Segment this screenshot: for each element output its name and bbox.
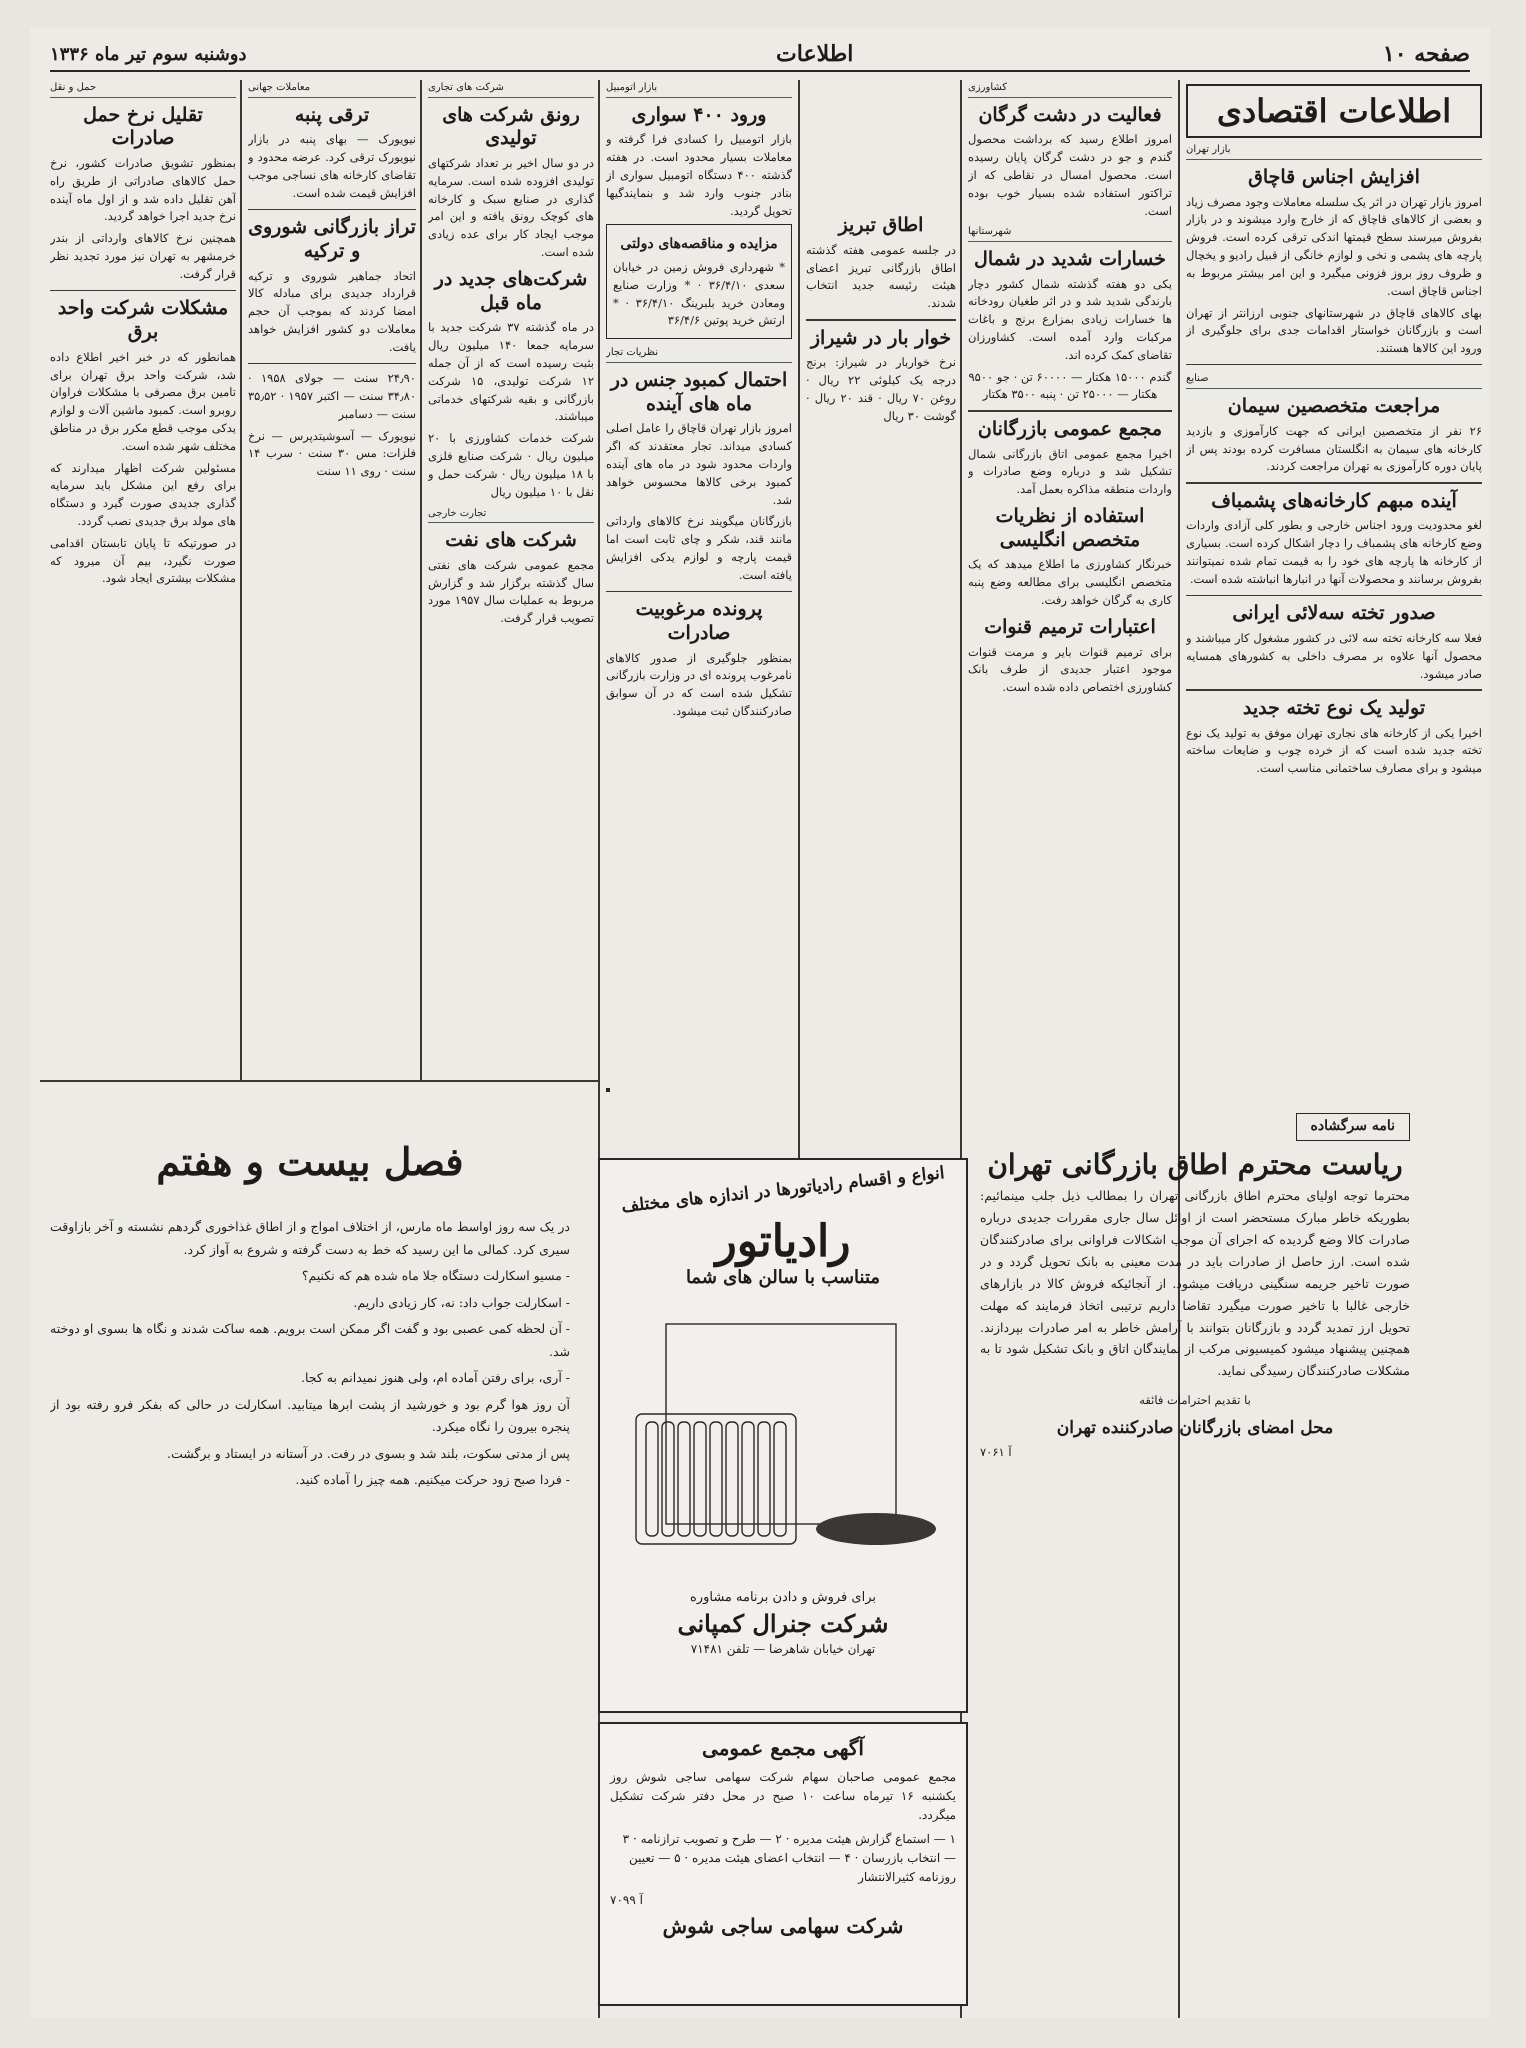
letter-ref: آ ۷۰۶۱ [980,1445,1012,1460]
radiator-illustration [596,1294,966,1584]
divider [248,209,416,211]
headline-cars: ورود ۴۰۰ سواری [631,103,767,126]
headline-shortage: احتمال کمبود جنس در ماه های آینده [610,368,788,415]
cat-silhouette [816,1513,936,1545]
article-text: مسئولین شرکت اظهار میدارند که برای رفع این مشکل باید سرمایه گذاری جدیدی صورت گیرد و دستگاه های مولد برق جدیدی نصب گردد. [50,460,236,528]
issue-date: دوشنبه سوم تیر ماه ۱۳۳۶ [50,43,247,65]
provinces-column [806,208,956,1038]
article-text: یکی دو هفته گذشته شمال کشور دچار بارندگی شدید شد و در اثر طغیان رودخانه ها خسارات زیادی بمزارع برنج و باغات مرکبات وارد آمده است. کشاورزان تقاضای کمک کرده اند. [968,276,1172,362]
headline-gorgan: فعالیت در دشت گرگان [978,103,1162,126]
article-text: بمنظور تشویق صادرات کشور، نرخ حمل کالاهای صادراتی از طریق راه آهن تقلیل داده شد و از اول ماه آینده نرخ جدید اجرا خواهد گردید. [50,156,236,224]
divider [248,363,416,365]
article-text: بهای کالاهای قاچاق در شهرستانهای جنوبی ارزانتر از تهران است و بازرگانان خواستار اقدامات جدی برای جلوگیری از ورود این کالاها هستند. [1186,305,1482,356]
ad-sell-line: برای فروش و دادن برنامه مشاوره [690,1590,876,1605]
headline-export-quality: پرونده مرغوبیت صادرات [635,598,763,644]
newspaper-name: اطلاعات [776,41,854,67]
article-text: همچنین نرخ کالاهای وارداتی از بندر خرمشهر به تهران نیز مورد تجدید نظر قرار گرفت. [50,231,236,281]
letter-body: محترما توجه اولیای محترم اطاق بازرگانی تهران را بمطالب ذیل جلب مینمائیم: بطوریکه خاطر مبارک مستحضر است از اوائل سال جاری مقررات جدیدی درباره صادرات کالا وضع گردیده که اجرای آن موجب اشکالات فراوانی برای صادرکنندگان شده است. ارز حاصل از صادرات باید در مدت معینی به بانک تحویل گردد و در صورت تاخیر جریمه سنگینی دریافت میشود. از آنجائیکه فروش کالا در بازارهای خارجی غالبا با تاخیر صورت میگیرد تقاضا داریم ترتیبی اتخاذ فرمایند که مهلت تحویل ارز تمدید گردد و بازرگانان بتوانند با آرامش خاطر به امر صادرات بپردازند. همچنین پیشنهاد میشود کمیسیونی مرکب از نمایندگان اتاق و بانک تشکیل شود تا به مشکلات صادرکنندگان رسیدگی نماید. [980,1188,1410,1379]
notice-body: مجمع عمومی صاحبان سهام شرکت سهامی ساجی شوش روز یکشنبه ۱۶ تیرماه ساعت ۱۰ صبح در محل دفتر شرکت تشکیل میگردد. [610,1770,957,1823]
divider [1186,364,1482,366]
open-letter [980,1108,1410,2028]
headline-qanat-credits: اعتبارات ترمیم قنوات [984,615,1156,638]
ad-address: تهران خیابان شاهرضا — تلفن ۷۱۴۸۱ [690,1642,876,1656]
article-text: بازرگانان میگویند نرخ کالاهای وارداتی مانند قند، شکر و چای ثابت است اما قیمت پارچه و لوازم یدکی افزایش یافته است. [606,514,792,582]
ad-top-line: انواع و اقسام رادیاتورها در اندازه های مختلف [620,1163,946,1217]
tag-world-trade: معاملات جهانی [248,80,416,98]
tag-trading-companies: شرکت های تجاری [428,80,594,98]
story-paragraph: - اسکارلت جواب داد: نه، کار زیادی داریم. [353,1294,570,1310]
letter-signature: محل امضای بازرگانان صادرکننده تهران [1056,1417,1334,1438]
headline-wool-factories: آینده مبهم کارخانه‌های پشمباف [1211,489,1457,512]
article-text: برای ترمیم قنوات بایر و مرمت قنوات موجود اعتبار جدیدی از طرف بانک کشاورزی اختصاص داده شده است. [968,644,1172,695]
ad-brand: رادیاتور [715,1216,851,1267]
company-list: شرکت خدمات کشاورزی با ۲۰ میلیون ریال · شرکت صنایع فلزی با ۱۸ میلیون ریال · شرکت حمل و نقل با ۱۰ میلیون ریال [428,431,594,499]
radiator-fins [646,1422,786,1536]
cotton-prices: ۲۴٫۹۰ سنت — جولای ۱۹۵۸ · ۳۴٫۸۰ سنت — اکتبر ۱۹۵۷ · ۳۵٫۵۲ سنت — دسامبر [248,371,416,421]
transport-column [50,80,236,1070]
headline-cement-experts: مراجعت متخصصین سیمان [1227,394,1441,417]
divider [1186,482,1482,484]
headline-ussr-turkey: تراز بازرگانی شوروی و ترکیه [248,216,416,262]
headline-production-boom: رونق شرکت های تولیدی [442,103,580,150]
article-text: امروز اطلاع رسید که برداشت محصول گندم و جو در دشت گرگان پایان رسیده است. محصول امسال در نقاطی که از تراکتور استفاده شده بسیار خوب بوده است. [968,132,1172,218]
tender-list: * شهرداری فروش زمین در خیابان سعدی ۳۶/۴/۱۰ · * وزارت صنایع ومعادن خرید بلبرینگ ۳۶/۴/۱۰ · * ارتش خرید پوتین ۳۶/۴/۶ [613,260,786,328]
chapter-title: فصل بیست و هفتم [156,1139,464,1184]
article-text: در دو سال اخیر بر تعداد شرکتهای تولیدی افزوده شده است. سرمایه گذاری در صنایع سبک و کارخانه های کوچک رونق یافته و این امر موجب ایجاد کار برای عده زیادی شده است. [428,156,594,260]
tag-foreign-trade: تجارت خارجی [428,506,594,524]
ad-company: شرکت جنرال کمپانی [677,1609,889,1638]
tag-car-market: بازار اتومبیل [606,80,792,98]
notice-company: شرکت سهامی ساجی شوش [662,1914,904,1939]
divider [1186,595,1482,597]
notice-ref: آ ۷۰۹۹ [610,1893,643,1908]
headline-tabriz: اطاق تبریز [838,214,924,236]
tag-merchants-views: نظریات تجار [606,345,792,363]
tag-industry: صنایع [1186,371,1482,389]
article-text: اتحاد جماهیر شوروی و ترکیه قرارداد جدیدی برای مبادله کالا امضا کردند که بموجب آن حجم معاملات دو کشور افزایش خواهد یافت. [248,268,416,354]
world-trade-column [248,80,416,1070]
agriculture-column [968,80,1172,1140]
story-paragraph: - آن لحظه کمی عصبی بود و گفت اگر ممکن است برویم. همه ساکت شدند و نگاه ها بسوی او دوخته شد. [50,1321,570,1359]
article-text: در صورتیکه تا پایان تابستان اقدامی صورت نگیرد، بیم آن میرود که مشکلات بیشتری ایجاد شود. [50,535,236,586]
story-paragraph: در یک سه روز اواسط ماه مارس، از اختلاف امواج و از اطاق غذاخوری گردهم نشسته و آخر بازاوقت سیری کرد. کمالی ما این رسید که خط به دست گرفته و شروع به آواز کرد. [50,1219,570,1257]
section-rule [40,1080,598,1082]
article-text: اخیرا مجمع عمومی اتاق بازرگانی شمال تشکیل شد و درباره وضع صادرات و واردات منطقه مذاکره بعمل آمد. [968,446,1172,497]
article-text: همانطور که در خبر اخیر اطلاع داده شد، شرکت واحد برق تهران برای تامین برق مصرفی با مشکلات فراوان روبرو است. کمبود ماشین آلات و لوازم یدکی موجب قطع مکرر برق در مناطق مختلف شهر شده است. [50,349,236,453]
divider [1186,689,1482,691]
ad-subline: متناسب با سالن های شما [685,1267,881,1288]
page-header [50,38,1470,72]
divider [50,290,236,292]
notice-title: آگهی مجمع عمومی [702,1736,864,1760]
headline-merchants-assembly: مجمع عمومی بازرگانان [977,417,1163,440]
page-number: صفحه ۱۰ [1382,41,1470,67]
headline-freight-cut: تقلیل نرخ حمل صادرات [83,103,203,150]
story-paragraph: - آری، برای رفتن آماده ام، ولی هنوز نمیدانم به کجا. [301,1370,570,1386]
divider [806,319,956,321]
headline-plywood-export: صدور تخته سه‌لائی ایرانی [1232,602,1436,625]
letter-salutation: با تقدیم احترامات فائقه [1139,1393,1251,1408]
headline-cotton: ترقی پنبه [294,103,370,126]
article-text: امروز بازار تهران در اثر یک سلسله معاملات وجود مصرف زیاد و بعضی از کالاهای قاچاق که از خارج وارد میشوند و در بازار بفروش میرسند سطح قیمتها اندکی ترقی کرده است. فروش پارچه های پشمی و نخی و لوازم خانگی از قبیل رادیو و یخچال و ظروف روز بروز فزونی میگیرد و این امر بیشتر مربوط به اجناس قاچاق است. [1186,194,1482,298]
headline-power-company: مشکلات شرکت واحد برق [57,297,229,343]
letter-label: نامه سرگشاده [1296,1113,1411,1141]
tag-tehran-market: بازار تهران [1186,142,1482,160]
headline-new-board: تولید یک نوع تخته جدید [1242,696,1426,719]
headline-new-companies: شرکت‌های جدید در ماه قبل [434,267,588,314]
crop-figures: گندم ۱۵۰۰۰ هکتار — ۶۰۰۰۰ تن · جو ۹۵۰۰ هکتار — ۲۵۰۰۰ تن · پنبه ۳۵۰۰ هکتار [968,369,1172,402]
article-text: امروز بازار تهران قاچاق را عامل اصلی کسادی میداند. تجار معتقدند که اگر واردات محدود شود در ماه های آینده کمبود برخی کالاها محسوس خواهد شد. [606,421,792,507]
article-text: نیویورک — بهای پنبه در بازار نیویورک ترقی کرد. عرضه محدود و تقاضای کارخانه های نساجی موجب افزایش قیمت شده است. [248,132,416,200]
divider [606,591,792,593]
tag-agriculture: کشاورزی [968,80,1172,98]
column-rule [240,80,242,1080]
divider [968,410,1172,412]
tag-provinces: شهرستانها [968,224,1172,242]
article-text: بازار اتومبیل را کسادی فرا گرفته و معاملات بسیار محدود است. در هفته گذشته ۴۰۰ دستگاه اتومبیل سواری از بنادر جنوب وارد شد و بنمایندگیها تحویل گردید. [606,132,792,218]
headline-shiraz: خوار بار در شیراز [810,326,952,349]
meeting-notice [598,1722,968,2006]
article-text: در ماه گذشته ۳۷ شرکت جدید با سرمایه جمعا ۱۴۰ میلیون ریال بثبت رسیده است که از آن جمله ۱۲ شرکت تولیدی، ۱۵ شرکت بازرگانی و بقیه شرکتهای خدماتی میباشند. [428,320,594,424]
article-text: خبرنگار کشاورزی ما اطلاع میدهد که یک متخصص انگلیسی برای مطالعه وضع پنبه کاری به گرگان خواهد رفت. [968,557,1172,608]
headline-tenders: مزایده و مناقصه‌های دولتی [620,236,778,253]
story-paragraph: - فردا صبح زود حرکت میکنیم. همه چیز را آماده کنید. [295,1472,570,1488]
radiator-ad [606,1088,610,1092]
column-rule [420,80,422,1080]
story-paragraph: آن روز هوا گرم بود و خورشید از پشت ابرها میتابید. اسکارلت در حالی که بفکر فرو رفته بود از پنجره بیرون را نگاه میکرد. [50,1396,570,1435]
room-window [666,1324,896,1524]
headline-north-damage: خسارات شدید در شمال [974,247,1166,270]
notice-agenda: ۱ — استماع گزارش هیئت مدیره · ۲ — طرح و تصویب ترازنامه · ۳ — انتخاب بازرسان · ۴ — انتخاب اعضای هیئت مدیره · ۵ — تعیین روزنامه کثیرالانتشار [622,1831,956,1884]
article-text: ۲۶ نفر از متخصصین ایرانی که جهت کارآموزی و بازدید کارخانه های سیمان به انگلستان مسافرت کرده بودند پس از پایان دوره کارآموزی به تهران مراجعت کردند. [1186,423,1482,474]
companies-column [428,80,594,860]
serial-story [50,1098,570,2018]
section-title-economic: اطلاعات اقتصادی [1186,84,1482,138]
tag-transport: حمل و نقل [50,80,236,98]
price-list: نرخ خواربار در شیراز: برنج درجه یک کیلوئی ۲۲ ریال · روغن ۷۰ ریال · قند ۲۰ ریال · گوشت ۳۰ ریال [806,355,956,423]
article-text: در جلسه عمومی هفته گذشته اطاق بازرگانی تبریز اعضای هیئت رئیسه جدید انتخاب شدند. [806,242,956,311]
metal-prices: نیویورک — آسوشیتدپرس — نرخ فلزات: مس ۳۰ سنت · سرب ۱۴ سنت · روی ۱۱ سنت [248,428,416,479]
article-text: اخیرا یکی از کارخانه های نجاری تهران موفق به تولید یک نوع تخته جدید شده است که از خرده چوب و ضایعات ساخته میشود و برای مصارف ساختمانی مناسب است. [1186,725,1482,776]
letter-title: ریاست محترم اطاق بازرگانی تهران [987,1147,1403,1181]
article-text: بمنظور جلوگیری از صدور کالاهای نامرغوب پرونده ای در وزارت بازرگانی تشکیل شده است که در آن سوابق صادرکنندگان ثبت میشود. [606,650,792,718]
headline-english-expert: استفاده از نظریات متخصص انگلیسی [995,504,1145,551]
radiator-ad-panel [598,1158,968,1713]
headline-oil-companies: شرکت های نفت [445,529,577,551]
story-paragraph: پس از مدتی سکوت، بلند شد و بسوی در رفت. در آستانه در ایستاد و برگشت. [167,1445,570,1461]
article-text: لغو محدودیت ورود اجناس خارجی و بطور کلی آزادی واردات وضع کارخانه های پشمباف را دچار اشکال کرده است. بسیاری از کارخانه ها پارچه های خود را به قیمت تمام شده نمیتوانند بفروش برسانند و محصولات آنها در انبارها انباشته شده است. [1186,518,1482,586]
newspaper-page [30,28,1490,2018]
story-paragraph: - مسیو اسکارلت دستگاه جلا ماه شده هم که نکنیم؟ [301,1268,570,1284]
article-text: مجمع عمومی شرکت های نفتی سال گذشته برگزار شد و گزارش مربوط به عملیات سال ۱۹۵۷ مورد تصویب قرار گرفت. [428,557,594,626]
article-text: فعلا سه کارخانه تخته سه لائی در کشور مشغول کار میباشند و محصول آنها علاوه بر مصرف داخلی به کشورهای همسایه صادر میشود. [1186,630,1482,681]
headline-smuggled-goods: افزایش اجناس قاچاق [1248,165,1420,188]
